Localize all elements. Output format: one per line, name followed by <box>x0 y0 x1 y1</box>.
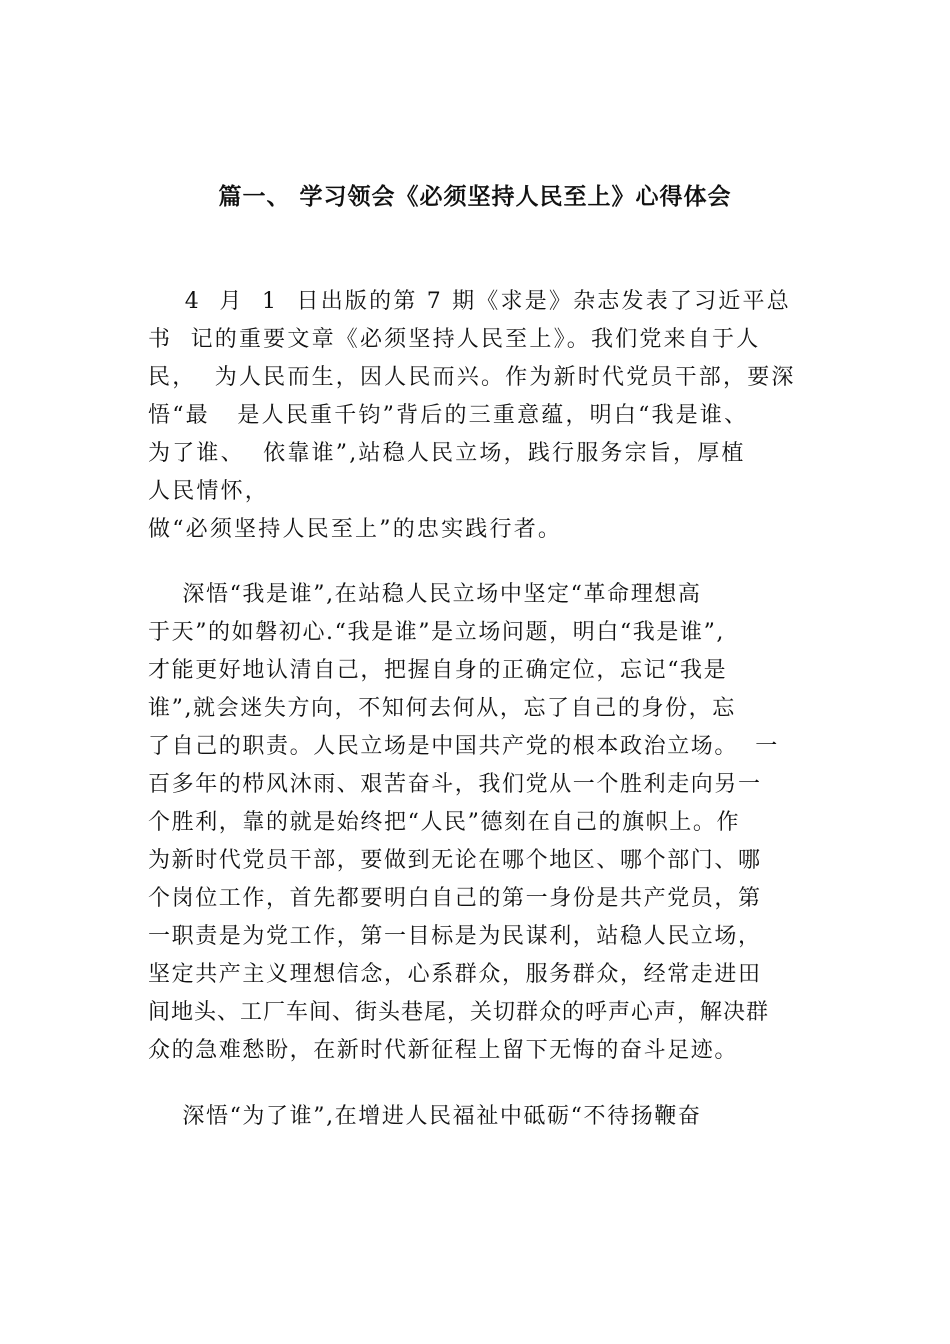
paragraph-2-line-8: 为新时代党员干部，要做到无论在哪个地区、哪个部门、哪 <box>148 848 762 873</box>
paragraph-2-line-13: 众的急难愁盼，在新时代新征程上留下无悔的奋斗足迹。 <box>148 1038 739 1063</box>
paragraph-2-line-2: 于天”的如磐初心.“我是谁”是立场问题，明白“我是谁”, <box>148 620 726 645</box>
paragraph-2-line-4: 谁”,就会迷失方向，不知何去何从，忘了自己的身份，忘 <box>148 696 736 721</box>
paragraph-1-line-3: 民， 为人民而生，因人民而兴。作为新时代党员干部，要深 <box>148 365 796 390</box>
paragraph-1-line-5: 为了谁、 依靠谁”,站稳人民立场，践行服务宗旨，厚植 <box>148 441 746 466</box>
paragraph-2-line-3: 才能更好地认清自己，把握自身的正确定位，忘记“我是 <box>148 658 728 683</box>
paragraph-2-line-10: 一职责是为党工作，第一目标是为民谋利，站稳人民立场， <box>148 924 762 949</box>
paragraph-1-line-2: 书 记的重要文章《必须坚持人民至上》。我们党来自于人 <box>148 327 761 352</box>
paragraph-2-line-11: 坚定共产主义理想信念，心系群众，服务群众，经常走进田 <box>148 962 762 987</box>
paragraph-1-line-4: 悟“最 是人民重千钧”背后的三重意蕴，明白“我是谁、 <box>148 403 749 428</box>
paragraph-1-line-6: 人民情怀， <box>148 479 270 504</box>
paragraph-2-line-9: 个岗位工作，首先都要明白自己的第一身份是共产党员，第 <box>148 886 762 911</box>
paragraph-2-line-1: 深悟“我是谁”,在站稳人民立场中坚定“革命理想高 <box>148 582 702 607</box>
document-title: 篇一、 学习领会《必须坚持人民至上》心得体会 <box>218 184 732 210</box>
paragraph-1-line-1: 4 月 1 日出版的第 7 期《求是》杂志发表了习近平总 <box>148 289 791 314</box>
paragraph-2-line-5: 了自己的职责。人民立场是中国共产党的根本政治立场。 一 <box>148 734 779 759</box>
paragraph-2-line-6: 百多年的栉风沐雨、艰苦奋斗，我们党从一个胜利走向另一 <box>148 772 762 797</box>
paragraph-2-line-7: 个胜利，靠的就是始终把“人民”德刻在自己的旗帜上。作 <box>148 810 741 835</box>
paragraph-1-line-7: 做“必须坚持人民至上”的忠实践行者。 <box>148 517 563 542</box>
paragraph-3-line-1: 深悟“为了谁”,在增进人民福祉中砥砺“不待扬鞭奋 <box>148 1104 702 1129</box>
paragraph-2-line-12: 间地头、工厂车间、街头巷尾，关切群众的呼声心声，解决群 <box>148 1000 770 1025</box>
